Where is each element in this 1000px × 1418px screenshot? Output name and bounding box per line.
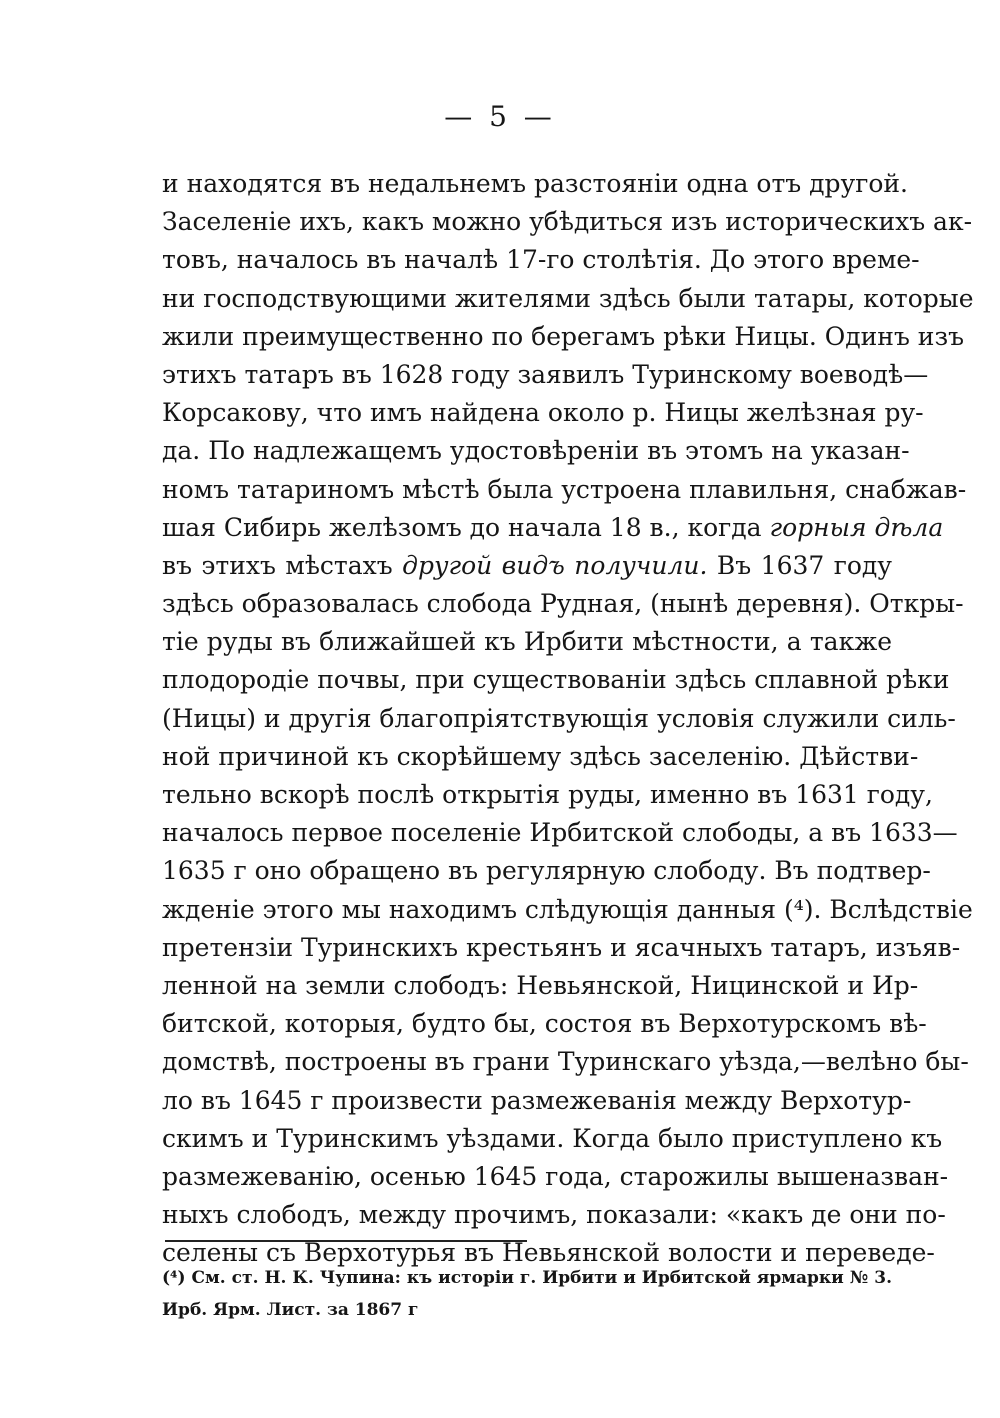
italic-phrase: горныя дѣла: [769, 512, 944, 542]
text-line: жденіе этого мы находимъ слѣдующія данныя (⁴). Вслѣдствіе: [162, 894, 973, 924]
text-line: размежеванію, осенью 1645 года, старожилы вышеназван-: [162, 1161, 949, 1191]
footnote-line: Ирб. Ярм. Лист. за 1867 г: [162, 1300, 419, 1320]
text-line: плодородіе почвы, при существованіи здѣсь сплавной рѣки: [162, 665, 950, 695]
text-line: этихъ татаръ въ 1628 году заявилъ Туринскому воеводѣ—: [162, 359, 929, 389]
text-line: здѣсь образовалась слобода Рудная, (нынѣ деревня). Откры-: [162, 589, 964, 619]
text-segment: въ этихъ мѣстахъ: [162, 550, 403, 580]
text-line: 1635 г оно обращено въ регулярную слободу. Въ подтвер-: [162, 856, 931, 886]
text-line: Корсакову, что имъ найдена около р. Ницы желѣзная ру-: [162, 398, 924, 428]
text-line: ленной на земли слободъ: Невьянской, Ницинской и Ир-: [162, 970, 919, 1000]
footnote-line: (⁴) См. ст. Н. К. Чупина: къ исторіи г. Ирбити и Ирбитской ярмарки № 3.: [162, 1268, 892, 1288]
text-line: (Ницы) и другія благопріятствующія условія служили силь-: [162, 703, 956, 733]
text-line: товъ, началось въ началѣ 17-го столѣтія. До этого време-: [162, 245, 920, 275]
text-line: тельно вскорѣ послѣ открытія руды, именно въ 1631 году,: [162, 780, 933, 809]
text-line: жили преимущественно по берегамъ рѣки Ницы. Одинъ изъ: [162, 321, 965, 351]
body-text: [162, 165, 974, 1272]
text-line: претензіи Туринскихъ крестьянъ и ясачныхъ татаръ, изъяв-: [162, 932, 961, 962]
text-line: скимъ и Туринскимъ уѣздами. Когда было приступлено къ: [162, 1123, 943, 1153]
text-line: да. По надлежащемъ удостовѣреніи въ этомъ на указан-: [162, 436, 910, 466]
text-segment: Въ 1637 году: [707, 550, 892, 580]
text-line: домствѣ, построены въ грани Туринскаго уѣзда,—велѣно бы-: [162, 1047, 969, 1077]
footnote: [162, 1262, 892, 1326]
text-line: ни господствующими жителями здѣсь были татары, которые: [162, 283, 974, 313]
text-line: тіе руды въ ближайшей къ Ирбити мѣстности, а также: [162, 627, 892, 657]
text-line: [162, 547, 892, 585]
text-line: ной причиной къ скорѣйшему здѣсь заселенію. Дѣйстви-: [162, 741, 919, 771]
page-number: — 5 —: [444, 100, 556, 133]
text-line: ло въ 1645 г произвести размежеванія между Верхотур-: [162, 1085, 912, 1115]
text-line: [162, 509, 944, 547]
text-line: селены съ Верхотурья въ Невьянской волости и переведе-: [162, 1238, 935, 1268]
text-line: номъ татариномъ мѣстѣ была устроена плавильня, снабжав-: [162, 474, 967, 504]
italic-phrase: другой видъ получили.: [402, 550, 708, 580]
text-line: битской, которыя, будто бы, состоя въ Верхотурскомъ вѣ-: [162, 1009, 927, 1039]
text-line: Заселеніе ихъ, какъ можно убѣдиться изъ историческихъ ак-: [162, 207, 973, 237]
text-line: началось первое поселеніе Ирбитской слободы, а въ 1633—: [162, 818, 958, 848]
text-line: и находятся въ недальнемъ разстояніи одна отъ другой.: [162, 169, 908, 198]
text-segment: шая Сибирь желѣзомъ до начала 18 в., когда: [162, 512, 770, 542]
text-line: ныхъ слободъ, между прочимъ, показали: «какъ де они по-: [162, 1200, 946, 1230]
footnote-divider: [165, 1240, 527, 1242]
